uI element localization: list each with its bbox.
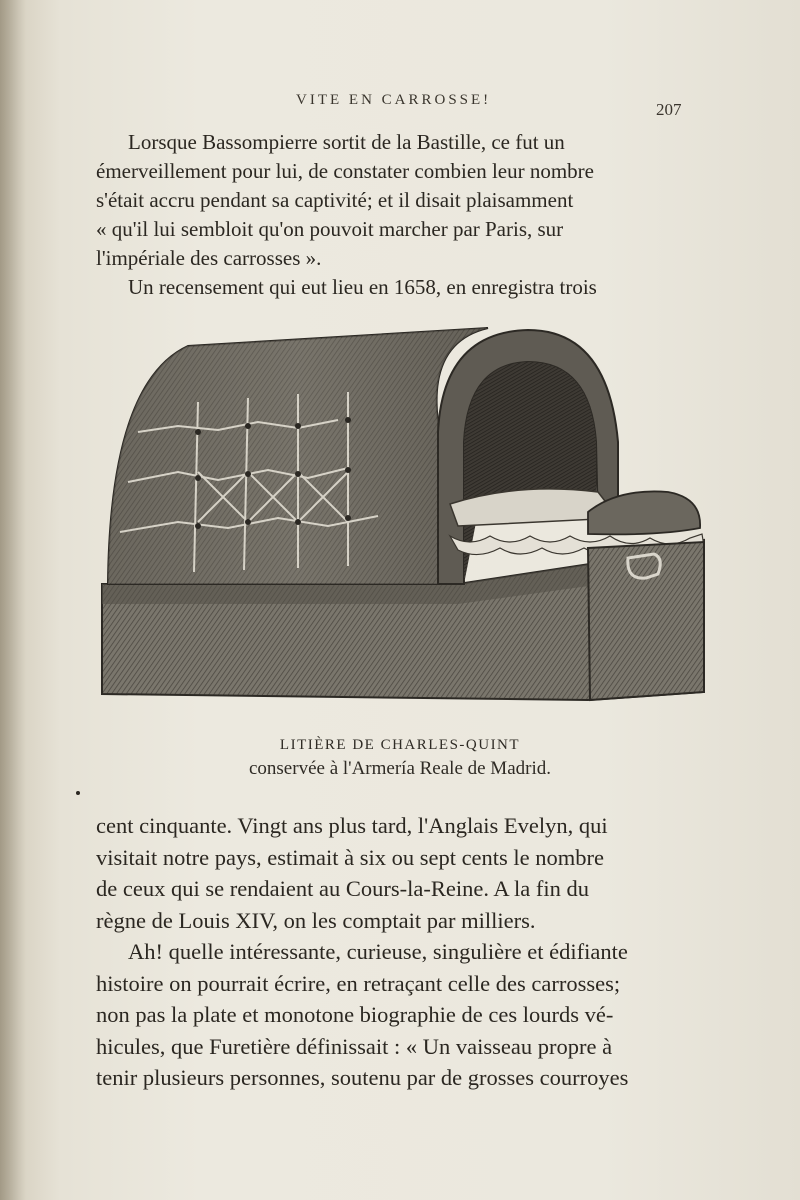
- text-line: règne de Louis XIV, on les comptait par milliers.: [96, 907, 536, 933]
- text-line: tenir plusieurs personnes, soutenu par de grosses courroyes: [96, 1065, 629, 1090]
- ink-dot: [76, 791, 80, 795]
- text-line: Ah! quelle intéressante, curieuse, singulière et édifiante: [128, 939, 628, 964]
- text-line: hicules, que Furetière définissait : « Un vaisseau propre à: [96, 1033, 613, 1059]
- text-line: s'était accru pendant sa captivité; et il disait plaisamment: [96, 188, 574, 212]
- paragraph-bottom: [96, 810, 716, 1094]
- text-line: cent cinquante. Vingt ans plus tard, l'Anglais Evelyn, qui: [96, 813, 608, 838]
- text-line: « qu'il lui sembloit qu'on pouvoit marcher par Paris, sur: [96, 217, 564, 241]
- figure-caption-subtitle: conservée à l'Armería Reale de Madrid.: [248, 758, 551, 779]
- text-line: visitait notre pays, estimait à six ou sept cents le nombre: [96, 844, 605, 870]
- text-line: histoire on pourrait écrire, en retraçant celle des carrosses;: [96, 970, 621, 996]
- text-line: l'impériale des carrosses ».: [96, 246, 322, 270]
- text-line: de ceux qui se rendaient au Cours-la-Reine. A la fin du: [96, 876, 589, 901]
- paragraph-top: [96, 128, 706, 302]
- gutter-shadow: [0, 0, 26, 1200]
- text-line: non pas la plate et monotone biographie de ces lourds vé-: [96, 1002, 614, 1027]
- text-line: Un recensement qui eut lieu en 1658, en enregistra trois: [128, 275, 597, 299]
- text-line: Lorsque Bassompierre sortit de la Bastille, ce fut un: [128, 130, 565, 154]
- text-line: émerveillement pour lui, de constater combien leur nombre: [96, 159, 594, 183]
- figure-caption-title: LITIÈRE DE CHARLES-QUINT: [279, 737, 521, 753]
- page-number: 207: [656, 100, 682, 119]
- litter-illustration: [98, 322, 708, 704]
- running-head: VITE EN CARROSSE!: [296, 92, 492, 108]
